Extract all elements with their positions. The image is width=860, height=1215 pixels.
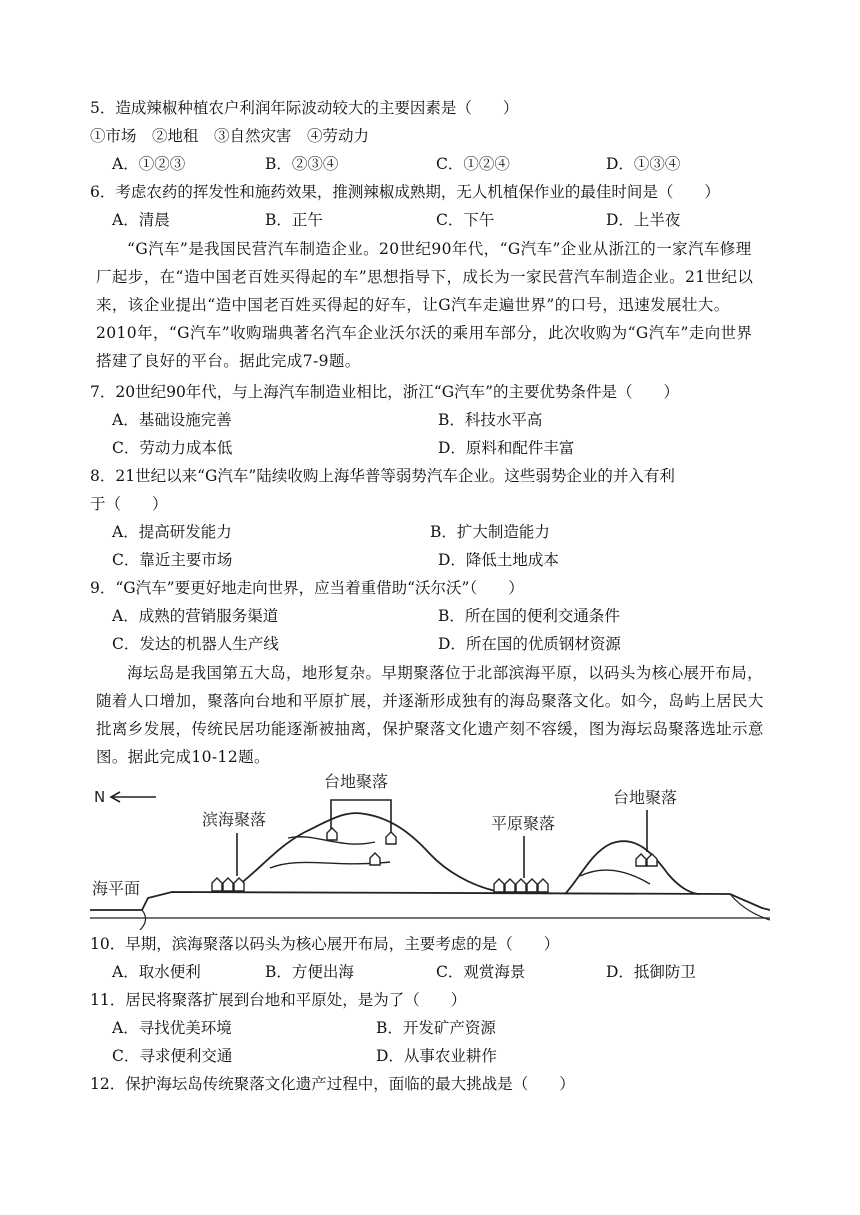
q11-option-b: B．开发矿产资源	[376, 1019, 496, 1037]
q5-option-d: D．①③④	[606, 155, 681, 173]
q9-option-c: C．发达的机器人生产线	[112, 635, 279, 653]
q10-option-b: B．方便出海	[265, 963, 354, 981]
q12-stem: 12．保护海坛岛传统聚落文化遗产过程中，面临的最大挑战是（ ）	[90, 1075, 575, 1093]
q9-option-a: A．成熟的营销服务渠道	[112, 607, 279, 625]
q9-option-b: B．所在国的便利交通条件	[438, 607, 620, 625]
q8-option-b: B．扩大制造能力	[430, 523, 550, 541]
hill-outline	[230, 813, 500, 892]
passage-g-auto: “G汽车”是我国民营汽车制造企业。20世纪90年代，“G汽车”企业从浙江的一家汽车修理厂起步，在“造中国老百姓买得起的车”思想指导下，成长为一家民营汽车制造企业。21世纪以来，该企业提出“造中国老百姓买得起的好车，让G汽车走遍世界”的口号，迅速发展壮大。2010年，“G汽车”收购瑞典著名汽车企业沃尔沃的乘用车部分，此次收购为“G汽车”走向世界搭建了良好的平台。据此完成7-9题。	[96, 240, 754, 370]
q11-option-d: D．从事农业耕作	[376, 1047, 497, 1065]
ground-profile	[90, 892, 770, 910]
terrace-houses-right-icon	[636, 854, 657, 866]
q5-stem: 5．造成辣椒种植农户利润年际波动较大的主要因素是（ ）	[90, 99, 519, 117]
q6-option-d: D．上半夜	[606, 211, 681, 229]
q9-option-d: D．所在国的优质钢材资源	[438, 635, 621, 653]
q8-option-c: C．靠近主要市场	[112, 551, 233, 569]
q6-option-a: A．清晨	[112, 211, 170, 229]
q5-option-a: A．①②③	[112, 155, 186, 173]
q8-stem-line1: 8．21世纪以来“G汽车”陆续收购上海华普等弱势汽车企业。这些弱势企业的并入有利	[90, 467, 675, 485]
q9-stem: 9．“G汽车”要更好地走向世界，应当着重借助“沃尔沃”（ ）	[90, 579, 524, 597]
q11-option-a: A．寻找优美环境	[112, 1019, 232, 1037]
q10-stem: 10．早期，滨海聚落以码头为核心展开布局，主要考虑的是（ ）	[90, 935, 560, 953]
right-hill-outline	[565, 841, 700, 894]
q6-option-b: B．正午	[265, 211, 323, 229]
q6-stem: 6．考虑农药的挥发性和施药效果，推测辣椒成熟期，无人机植保作业的最佳时间是（ ）	[90, 183, 720, 201]
passage-haitan-island: 海坛岛是我国第五大岛，地形复杂。早期聚落位于北部滨海平原，以码头为核心展开布局，随着人口增加，聚落向台地和平原扩展，并逐渐形成独有的海岛聚落文化。如今，岛屿上居民大批离乡发展，传统民居功能逐渐被抽离，保护聚落文化遗产刻不容缓，图为海坛岛聚落选址示意图。据此完成10-12题。	[96, 664, 764, 766]
q7-option-b: B．科技水平高	[438, 411, 543, 429]
terrace-houses-icon	[327, 828, 396, 865]
label-terrace-settlement-2: 台地聚落	[613, 788, 678, 807]
q8-stem-line2: 于（ ）	[90, 495, 168, 513]
coastal-houses-icon	[212, 878, 244, 891]
q5-items: ①市场 ②地租 ③自然灾害 ④劳动力	[90, 127, 370, 145]
q7-option-a: A．基础设施完善	[112, 411, 232, 429]
q11-stem: 11．居民将聚落扩展到台地和平原处，是为了（ ）	[90, 991, 467, 1009]
label-plain-settlement: 平原聚落	[491, 814, 556, 833]
label-coastal-settlement: 滨海聚落	[202, 810, 267, 829]
q11-option-c: C．寻求便利交通	[112, 1047, 233, 1065]
q10-option-a: A．取水便利	[112, 963, 201, 981]
label-terrace-settlement-1: 台地聚落	[324, 772, 389, 791]
q7-stem: 7．20世纪90年代，与上海汽车制造业相比，浙江“G汽车”的主要优势条件是（ ）	[90, 383, 680, 401]
q7-option-c: C．劳动力成本低	[112, 439, 233, 457]
q8-option-a: A．提高研发能力	[112, 523, 232, 541]
plain-houses-icon	[494, 879, 548, 892]
q10-option-d: D．抵御防卫	[606, 963, 696, 981]
q10-option-c: C．观赏海景	[436, 963, 526, 981]
q5-option-c: C．①②④	[436, 155, 510, 173]
label-sea-level: 海平面	[92, 879, 141, 898]
q7-option-d: D．原料和配件丰富	[438, 439, 575, 457]
q5-option-b: B．②③④	[265, 155, 339, 173]
q6-option-c: C．下午	[436, 211, 495, 229]
settlement-site-diagram	[90, 770, 770, 930]
q8-option-d: D．降低土地成本	[438, 551, 559, 569]
north-label: N	[94, 788, 106, 806]
